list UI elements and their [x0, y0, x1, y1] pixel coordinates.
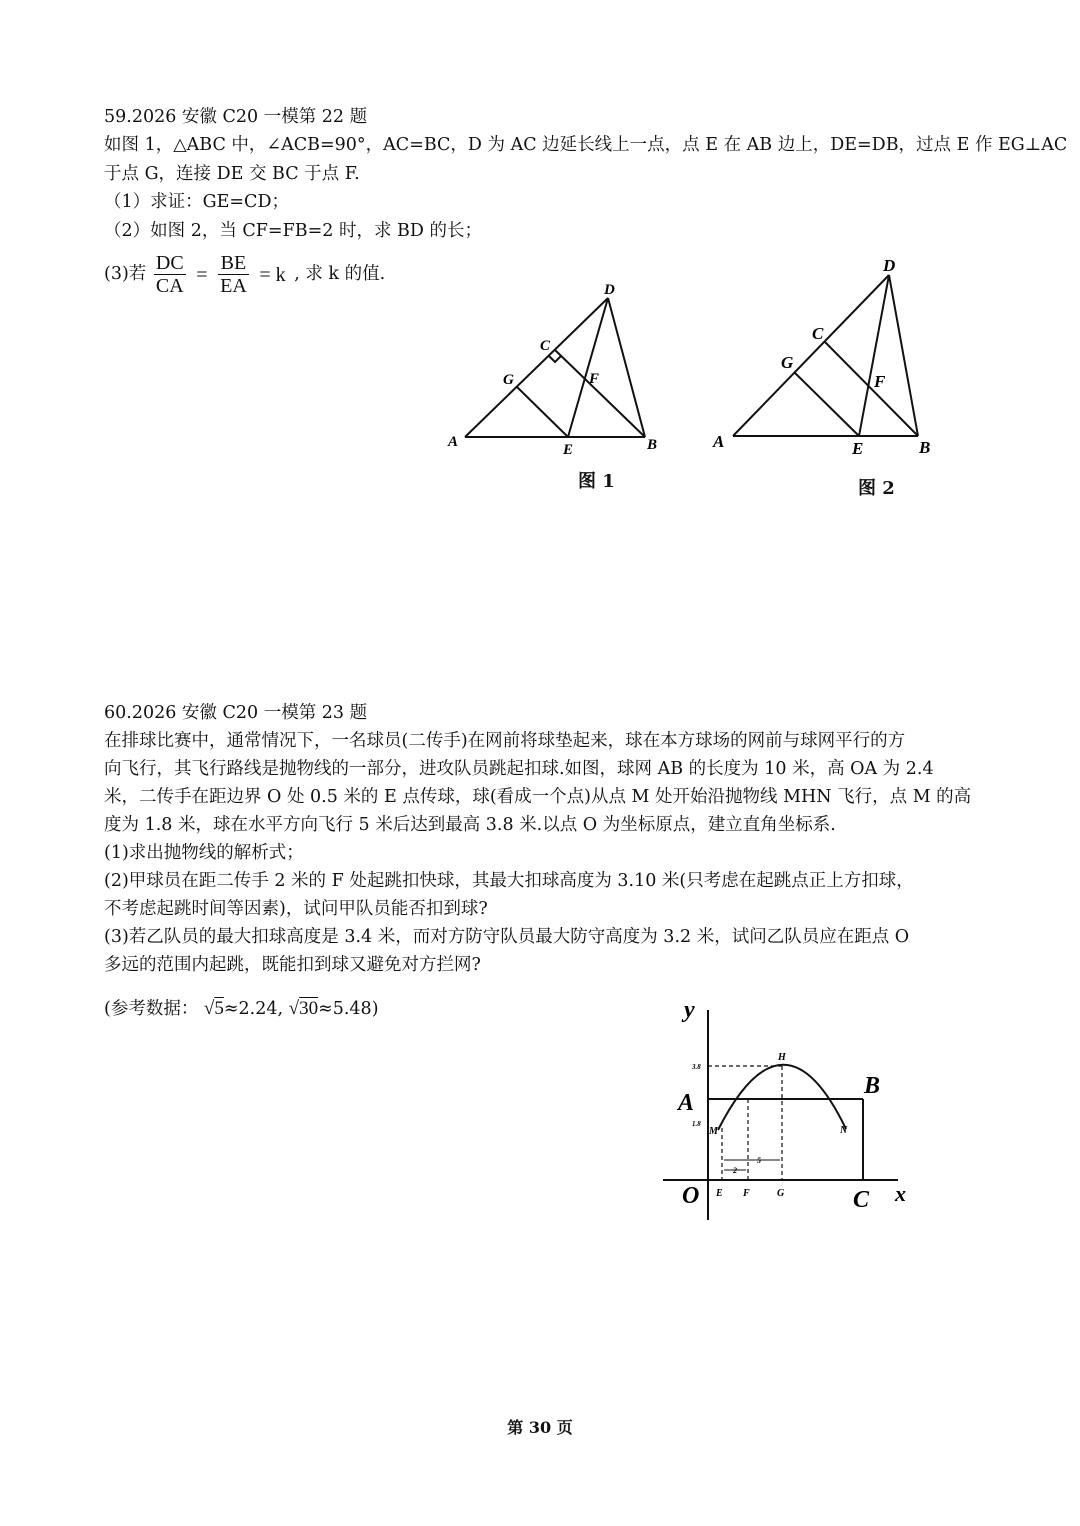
segment-ge — [517, 387, 568, 437]
x-axis-label: x — [895, 1181, 906, 1206]
point-b-label: B — [864, 1073, 881, 1099]
point-m-label: M — [709, 1126, 718, 1137]
label-c: C — [540, 338, 551, 354]
label-g: G — [503, 372, 514, 388]
page-number: 第 30 页 — [507, 1418, 573, 1437]
label-c: C — [812, 324, 824, 343]
point-h-label: H — [778, 1052, 786, 1063]
equals-sign: = — [196, 263, 208, 286]
origin-label: O — [682, 1183, 700, 1209]
point-f-label: F — [743, 1188, 750, 1199]
distance-2-label: 2 — [733, 1166, 737, 1175]
segment-de — [859, 275, 889, 436]
reference-value-2: ≈5.48) — [318, 999, 379, 1019]
figure-2-caption: 图 2 — [858, 478, 895, 499]
point-g-label: G — [777, 1188, 785, 1199]
figure-1-caption: 图 1 — [578, 471, 615, 492]
point-e-label: E — [716, 1188, 723, 1199]
volleyball-graph — [660, 990, 920, 1225]
figure-1-diagram — [440, 275, 670, 458]
segment-ad — [465, 298, 608, 437]
q59-stem-line1: 如图 1，△ABC 中，∠ACB=90°，AC=BC，D 为 AC 边延长线上一点，点 E 在 AB 边上，DE=DB，过点 E 作 EG⊥AC — [104, 135, 1068, 155]
label-e: E — [852, 439, 864, 458]
label-b: B — [919, 438, 931, 457]
reference-value-1: ≈2.24, — [223, 999, 284, 1019]
segment-ge — [794, 372, 859, 436]
q60-part2-line1: (2)甲球员在距二传手 2 米的 F 处起跳扣快球，其最大扣球高度为 3.10 米(只考虑在起跳点正上方扣球， — [104, 871, 914, 891]
q60-part3-line2: 多远的范围内起跳，既能扣到球又避免对方拦网? — [104, 955, 481, 975]
label-g: G — [781, 353, 794, 372]
segment-db — [608, 298, 645, 437]
q59-part2: （2）如图 2，当 CF=FB=2 时，求 BD 的长； — [104, 221, 482, 241]
q60-stem-line1: 在排球比赛中，通常情况下，一名球员(二传手)在网前将球垫起来，球在本方球场的网前与球网平行的方 — [104, 731, 906, 751]
q60-title: 60.2026 安徽 C20 一模第 23 题 — [104, 703, 368, 723]
fraction-denominator: EA — [220, 275, 247, 297]
distance-5-label: 5 — [757, 1156, 761, 1165]
q59-stem-line2: 于点 G，连接 DE 交 BC 于点 F. — [104, 164, 360, 184]
reference-prefix: (参考数据： — [104, 999, 199, 1019]
label-d: D — [604, 282, 615, 298]
label-a: A — [448, 434, 459, 450]
q60-part1: (1)求出抛物线的解析式； — [104, 843, 304, 863]
sqrt-30: √30 — [288, 998, 319, 1019]
q60-stem-line3: 米，二传手在距边界 O 处 0.5 米的 E 点传球，球(看成一个点)从点 M 处开始沿抛物线 MHN 飞行，点 M 的高 — [104, 787, 972, 807]
height-3-8-label: 3.8 — [692, 1063, 701, 1071]
q59-title: 59.2026 安徽 C20 一模第 22 题 — [104, 107, 368, 127]
fraction-be-ea — [218, 252, 249, 297]
fraction-dc-ca — [154, 252, 186, 297]
point-c-label: C — [853, 1187, 870, 1213]
segment-cb — [555, 350, 645, 437]
fraction-denominator: CA — [155, 275, 184, 297]
q60-stem-line4: 度为 1.8 米，球在水平方向飞行 5 米后达到最高 3.8 米.以点 O 为坐标原点，建立直角坐标系. — [104, 815, 836, 835]
label-e: E — [563, 442, 574, 458]
q59-part1: （1）求证：GE=CD； — [104, 192, 289, 212]
right-angle-mark — [549, 356, 561, 362]
q59-part3-suffix: , 求 k 的值. — [294, 264, 386, 284]
segment-ad — [733, 275, 889, 436]
point-a-label: A — [678, 1090, 695, 1116]
label-f: F — [874, 372, 886, 391]
q60-reference-data — [104, 995, 379, 1023]
y-axis-label: y — [684, 997, 695, 1023]
height-1-8-label: 1.8 — [692, 1120, 701, 1128]
q60-part2-line2: 不考虑起跳时间等因素)，试问甲队员能否扣到球? — [104, 899, 488, 919]
sqrt-5: √5 — [203, 998, 224, 1019]
equals-k: = k — [259, 263, 286, 286]
figure-2-diagram — [710, 250, 940, 460]
label-d: D — [883, 256, 896, 275]
label-a: A — [713, 432, 725, 451]
point-n-label: N — [840, 1125, 848, 1136]
q60-part3-line1: (3)若乙队员的最大扣球高度是 3.4 米，而对方防守队员最大防守高度为 3.2 米，试问乙队员应在距点 O — [104, 927, 910, 947]
label-b: B — [647, 437, 658, 453]
q60-stem-line2: 向飞行，其飞行路线是抛物线的一部分，进攻队员跳起扣球.如图，球网 AB 的长度为 10 米，高 OA 为 2.4 — [104, 759, 934, 779]
q59-part3-prefix: (3)若 — [104, 264, 147, 284]
fraction-numerator: DC — [155, 252, 184, 274]
q59-part3 — [104, 248, 385, 301]
label-f: F — [589, 371, 600, 387]
fraction-numerator: BE — [218, 252, 249, 275]
